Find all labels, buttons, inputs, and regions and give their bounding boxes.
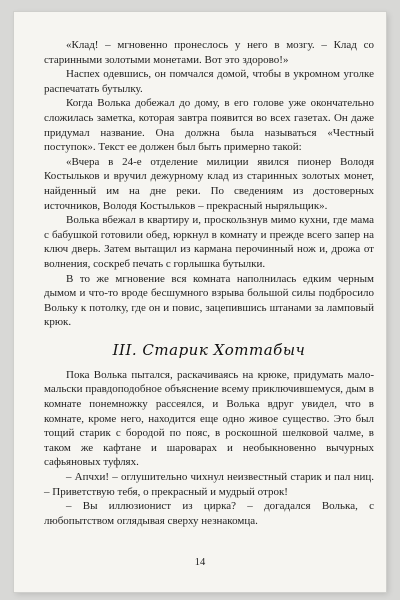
paragraph: Когда Волька добежал до дому, в его голове уже окончательно сложилась заметка, которая завтра появится во всех газетах. Он даже придумал название. Она должна была называться «Честный поступок». Текст ее должен был быть примерно такой:	[44, 97, 374, 154]
paragraph: В то же мгновение вся комната наполнилась едким черным дымом и что-то вроде бесшумного взрыва большой силы подбросило Вольку к потолку, где он и повис, зацепившись штанами за ламповый крюк.	[44, 272, 374, 329]
paragraph: «Вчера в 24-е отделение милиции явился пионер Володя Костыльков и вручил дежурному клад из старинных золотых монет, найденный им на дне реки. По сведениям из достоверных источников, Володя Костыльков – прекрасный ныряльщик».	[44, 155, 374, 212]
page-number: 14	[194, 557, 206, 568]
paragraph: Наспех одевшись, он помчался домой, чтобы в укромном уголке распечатать бутылку.	[44, 68, 374, 95]
paragraph: «Клад! – мгновенно пронеслось у него в мозгу. – Клад со старинными золотыми монетами. Вот это здорово!»	[44, 39, 374, 66]
chapter-heading: III. Старик Хоттабыч	[112, 340, 306, 359]
book-page	[14, 12, 386, 592]
paragraph: Волька вбежал в квартиру и, проскользнув мимо кухни, где мама с бабушкой готовили обед, юркнул в комнату и прежде всего запер на ключ дверь. Затем вытащил из кармана перочинный нож и, дрожа от волнения, соскреб печать с горлышка бутылки.	[44, 214, 374, 270]
paragraph: – Апчхи! – оглушительно чихнул неизвестный старик и пал ниц. – Приветствую тебя, о прекрасный и мудрый отрок!	[44, 471, 374, 498]
paragraph: – Вы иллюзионист из цирка? – догадался Волька, с любопытством оглядывая сверху незнакомца.	[44, 500, 374, 527]
paragraph: Пока Волька пытался, раскачиваясь на крюке, придумать мало-мальски правдоподобное объяснение всему приключившемуся, дым в комнате понемножку рассеялся, и Волька вдруг увидел, что в комнате, кроме него, находится еще одно живое существо. Это был тощий старик с бородой по пояс, в роскошной шелковой чалме, в таком же кафтане и шароварах и необыкновенно вычурных сафьяновых туфлях.	[44, 368, 374, 469]
page-text	[44, 38, 374, 528]
